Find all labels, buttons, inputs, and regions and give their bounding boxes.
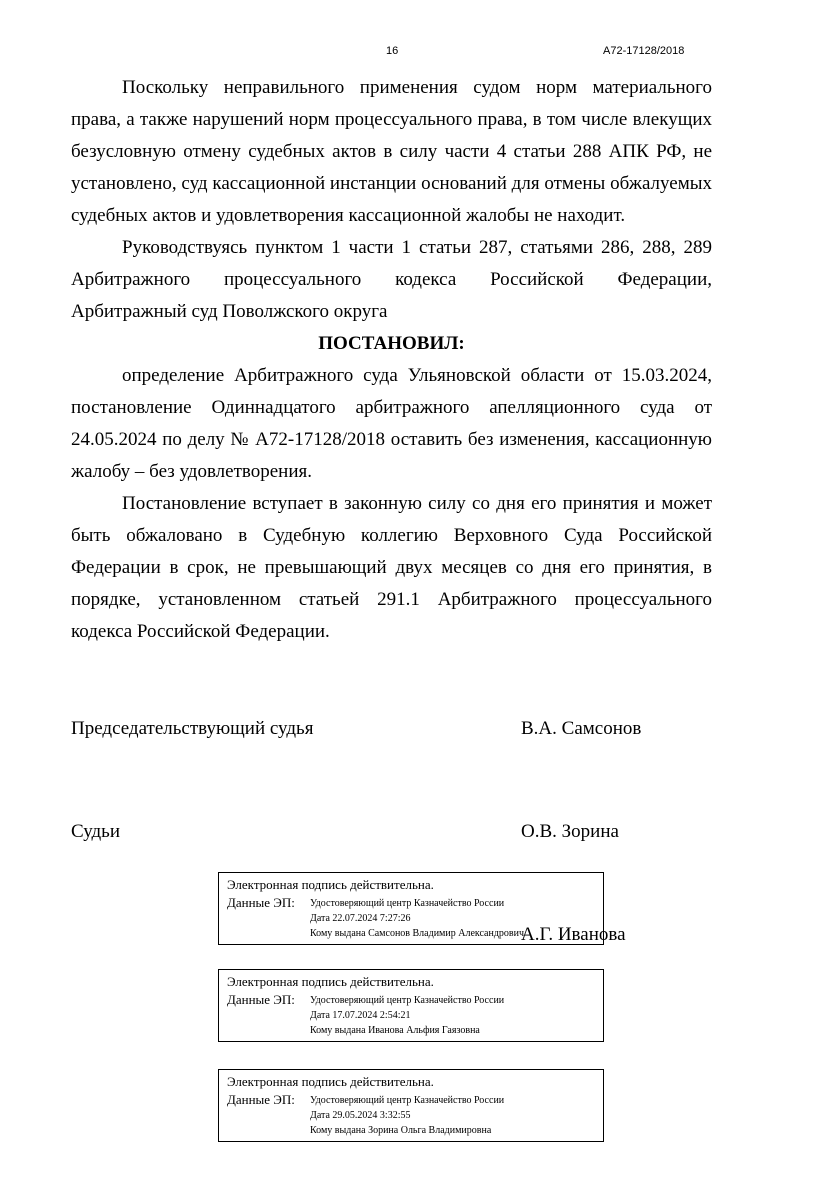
- e-signature-data-label: Данные ЭП:: [227, 895, 295, 910]
- e-signature-title: Электронная подпись действительна.: [227, 1074, 434, 1089]
- e-signature-owner: Кому выдана Самсонов Владимир Александрович: [310, 928, 525, 939]
- judge-name: А.Г. Иванова: [521, 924, 626, 945]
- paragraph-legal-basis: Руководствуясь пунктом 1 части 1 статьи 287, статьями 286, 288, 289 Арбитражного процессуального кодекса Российской Федерации, Арбитражный суд Поволжского округа: [71, 237, 712, 322]
- e-signature-date: Дата 22.07.2024 7:27:26: [310, 913, 411, 924]
- e-signature-stamp: [218, 1069, 604, 1142]
- e-signature-title: Электронная подпись действительна.: [227, 974, 434, 989]
- paragraph-ruling: определение Арбитражного суда Ульяновской области от 15.03.2024, постановление Одиннадцатого арбитражного апелляционного суда от 24.05.2024 по делу № А72-17128/2018 оставить без изменения, кассационную жалобу – без удовлетворения.: [71, 365, 712, 482]
- e-signature-date: Дата 29.05.2024 3:32:55: [310, 1110, 411, 1121]
- e-signature-stamp: [218, 872, 604, 945]
- presiding-judge-name: В.А. Самсонов: [521, 718, 642, 739]
- judge-name: О.В. Зорина: [521, 821, 619, 842]
- presiding-judge-label: Председательствующий судья: [71, 718, 314, 739]
- e-signature-date: Дата 17.07.2024 2:54:21: [310, 1010, 411, 1021]
- e-signature-stamp: [218, 969, 604, 1042]
- judges-label: Судьи: [71, 821, 121, 842]
- paragraph-reasoning: Поскольку неправильного применения судом норм материального права, а также нарушений норм процессуального права, в том числе влекущих безусловную отмену судебных актов в силу части 4 статьи 288 АПК РФ, не установлено, суд кассационной инстанции оснований для отмены обжалуемых судебных актов и удовлетворения кассационной жалобы не находит.: [71, 77, 712, 226]
- e-signature-issuer: Удостоверяющий центр Казначейство России: [310, 995, 505, 1006]
- page-number: 16: [386, 45, 399, 57]
- e-signature-title: Электронная подпись действительна.: [227, 877, 434, 892]
- e-signature-issuer: Удостоверяющий центр Казначейство России: [310, 1095, 505, 1106]
- e-signature-data-label: Данные ЭП:: [227, 1092, 295, 1107]
- e-signature-issuer: Удостоверяющий центр Казначейство России: [310, 898, 505, 909]
- ruling-heading: ПОСТАНОВИЛ:: [318, 333, 465, 354]
- case-number: А72-17128/2018: [603, 45, 685, 57]
- e-signature-data-label: Данные ЭП:: [227, 992, 295, 1007]
- paragraph-appeal-info: Постановление вступает в законную силу со дня его принятия и может быть обжаловано в Судебную коллегию Верховного Суда Российской Федерации в срок, не превышающий двух месяцев со дня его принятия, в порядке, установленном статьей 291.1 Арбитражного процессуального кодекса Российской Федерации.: [71, 493, 712, 642]
- e-signature-owner: Кому выдана Зорина Ольга Владимировна: [310, 1125, 492, 1136]
- e-signature-owner: Кому выдана Иванова Альфия Гаязовна: [310, 1025, 480, 1036]
